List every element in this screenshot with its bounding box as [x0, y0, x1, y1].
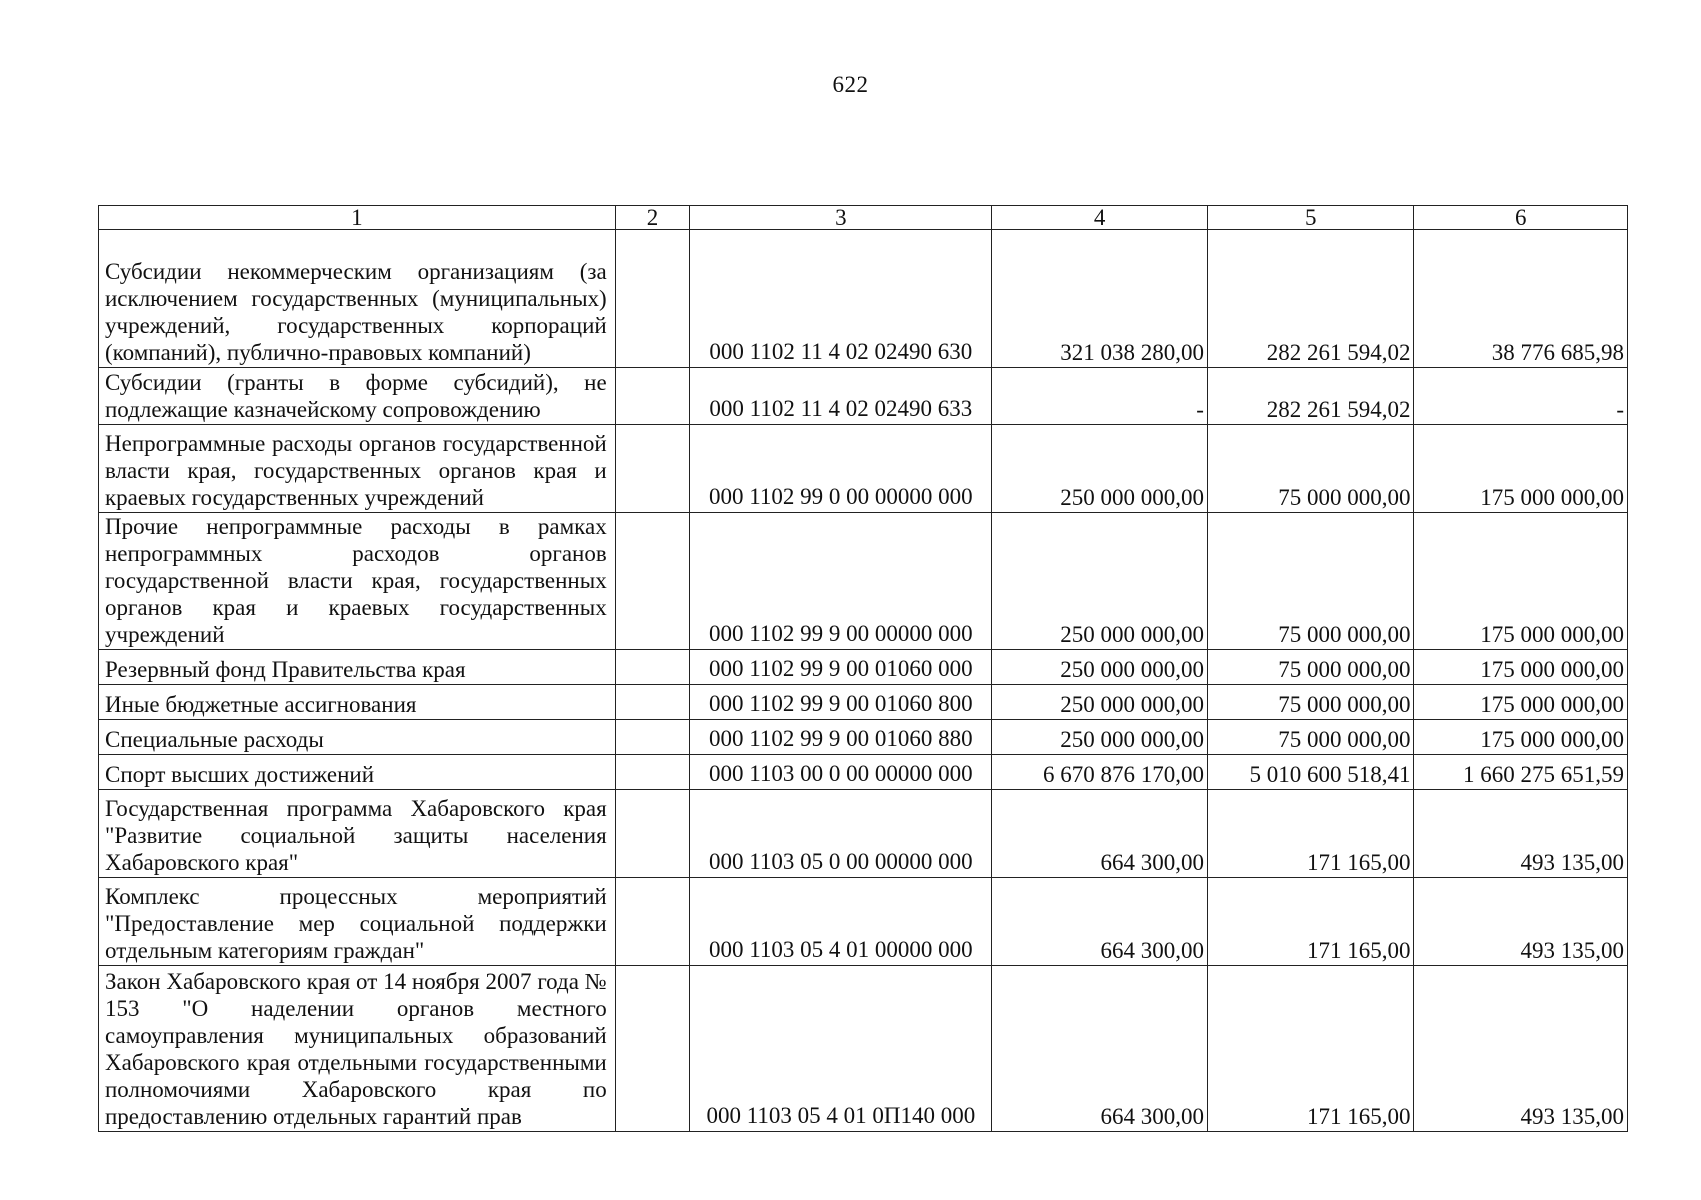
- row-col2: [615, 720, 690, 755]
- column-header-6: 6: [1414, 206, 1628, 230]
- row-col5: 282 261 594,02: [1207, 368, 1413, 425]
- row-col6: 38 776 685,98: [1414, 230, 1628, 368]
- row-col4: 250 000 000,00: [992, 513, 1208, 650]
- row-col6: 175 000 000,00: [1414, 685, 1628, 720]
- page-number: 622: [832, 72, 869, 97]
- table-row: [99, 425, 1628, 513]
- row-col6: 175 000 000,00: [1414, 425, 1628, 513]
- table-body: [99, 230, 1628, 1132]
- table-row: [99, 966, 1628, 1132]
- table-row: [99, 790, 1628, 878]
- row-col4: 250 000 000,00: [992, 650, 1208, 685]
- row-col4: 664 300,00: [992, 878, 1208, 966]
- row-col5: 75 000 000,00: [1207, 513, 1413, 650]
- row-col4: 321 038 280,00: [992, 230, 1208, 368]
- row-col6: 1 660 275 651,59: [1414, 755, 1628, 790]
- row-name: Государственная программа Хабаровского края "Развитие социальной защиты населения Хабаровского края": [99, 790, 616, 878]
- row-col5: 5 010 600 518,41: [1207, 755, 1413, 790]
- row-col5: 75 000 000,00: [1207, 720, 1413, 755]
- row-col4: 250 000 000,00: [992, 425, 1208, 513]
- column-header-2: 2: [615, 206, 690, 230]
- row-code: 000 1102 99 9 00 01060 800: [690, 685, 992, 720]
- row-col5: 75 000 000,00: [1207, 425, 1413, 513]
- row-code: 000 1102 99 9 00 00000 000: [690, 513, 992, 650]
- row-col5: 171 165,00: [1207, 790, 1413, 878]
- row-col4: 6 670 876 170,00: [992, 755, 1208, 790]
- row-col2: [615, 878, 690, 966]
- row-code: 000 1102 99 0 00 00000 000: [690, 425, 992, 513]
- row-code: 000 1102 11 4 02 02490 630: [690, 230, 992, 368]
- row-name: Комплекс процессных мероприятий "Предоставление мер социальной поддержки отдельным категориям граждан": [99, 878, 616, 966]
- row-col6: 175 000 000,00: [1414, 513, 1628, 650]
- row-name: Субсидии некоммерческим организациям (за исключением государственных (муниципальных) учреждений, государственных корпораций (компаний), публично-правовых компаний): [99, 230, 616, 368]
- row-col5: 75 000 000,00: [1207, 650, 1413, 685]
- table-row: [99, 720, 1628, 755]
- row-name: Специальные расходы: [99, 720, 616, 755]
- row-col2: [615, 790, 690, 878]
- table-row: [99, 685, 1628, 720]
- header-row: [99, 206, 1628, 230]
- row-col2: [615, 685, 690, 720]
- table-row: [99, 878, 1628, 966]
- row-code: 000 1102 99 9 00 01060 000: [690, 650, 992, 685]
- row-col5: 282 261 594,02: [1207, 230, 1413, 368]
- row-col6: 493 135,00: [1414, 790, 1628, 878]
- row-col2: [615, 230, 690, 368]
- table-row: [99, 513, 1628, 650]
- column-header-1: 1: [99, 206, 616, 230]
- row-col4: 664 300,00: [992, 966, 1208, 1132]
- row-name: Спорт высших достижений: [99, 755, 616, 790]
- row-name: Иные бюджетные ассигнования: [99, 685, 616, 720]
- row-name: Субсидии (гранты в форме субсидий), не подлежащие казначейскому сопровождению: [99, 368, 616, 425]
- row-col6: 175 000 000,00: [1414, 720, 1628, 755]
- row-col4: 250 000 000,00: [992, 685, 1208, 720]
- row-code: 000 1103 05 4 01 0П140 000: [690, 966, 992, 1132]
- row-code: 000 1103 05 0 00 00000 000: [690, 790, 992, 878]
- row-col4: 250 000 000,00: [992, 720, 1208, 755]
- column-header-4: 4: [992, 206, 1208, 230]
- row-name: Непрограммные расходы органов государственной власти края, государственных органов края и краевых государственных учреждений: [99, 425, 616, 513]
- budget-table: [98, 205, 1628, 1132]
- row-col6: -: [1414, 368, 1628, 425]
- row-col4: -: [992, 368, 1208, 425]
- row-name: Прочие непрограммные расходы в рамках непрограммных расходов органов государственной власти края, государственных органов края и краевых государственных учреждений: [99, 513, 616, 650]
- row-col6: 493 135,00: [1414, 966, 1628, 1132]
- row-col2: [615, 513, 690, 650]
- column-header-3: 3: [690, 206, 992, 230]
- row-code: 000 1102 11 4 02 02490 633: [690, 368, 992, 425]
- column-header-5: 5: [1207, 206, 1413, 230]
- table-row: [99, 650, 1628, 685]
- row-col5: 75 000 000,00: [1207, 685, 1413, 720]
- row-col2: [615, 368, 690, 425]
- row-col2: [615, 755, 690, 790]
- row-code: 000 1102 99 9 00 01060 880: [690, 720, 992, 755]
- row-col4: 664 300,00: [992, 790, 1208, 878]
- row-name: Закон Хабаровского края от 14 ноября 2007 года № 153 "О наделении органов местного самоуправления муниципальных образований Хабаровского края отдельными государственными полномочиями Хабаровского края по предоставлению отдельных гарантий прав: [99, 966, 616, 1132]
- row-code: 000 1103 05 4 01 00000 000: [690, 878, 992, 966]
- table-row: [99, 368, 1628, 425]
- row-name: Резервный фонд Правительства края: [99, 650, 616, 685]
- row-col2: [615, 650, 690, 685]
- table-row: [99, 755, 1628, 790]
- table-row: [99, 230, 1628, 368]
- row-col2: [615, 966, 690, 1132]
- table-header: [99, 206, 1628, 230]
- row-col6: 175 000 000,00: [1414, 650, 1628, 685]
- row-code: 000 1103 00 0 00 00000 000: [690, 755, 992, 790]
- row-col5: 171 165,00: [1207, 966, 1413, 1132]
- row-col6: 493 135,00: [1414, 878, 1628, 966]
- row-col5: 171 165,00: [1207, 878, 1413, 966]
- row-col2: [615, 425, 690, 513]
